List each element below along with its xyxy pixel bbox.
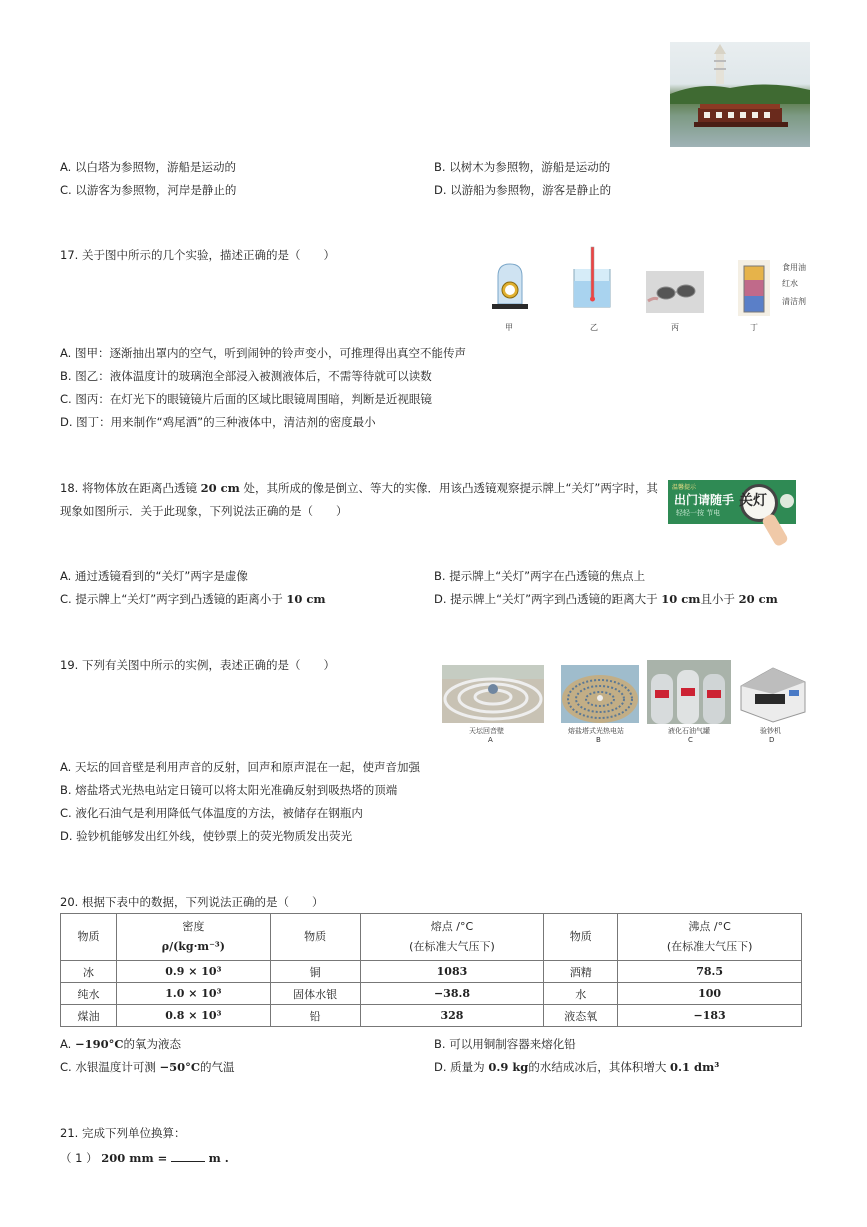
q19-stem: 19. 下列有关图中所示的实例，表述正确的是（ ）	[60, 658, 335, 672]
caption-a-letter: A	[488, 736, 493, 744]
q19-option-a: A. 天坛的回音壁是利用声音的反射，回声和原声混在一起，使声音加强	[60, 760, 420, 774]
caption-b-letter: B	[596, 736, 601, 744]
q21-stem: 21. 完成下列单位换算：	[60, 1126, 186, 1140]
q18-stem-line1: 18. 将物体放在距离凸透镜 20 cm 处，其所成的像是倒立、等大的实像．用该凸透镜观察提示牌上“关灯”两字时，其	[60, 481, 658, 495]
q19-option-b: B. 熔盐塔式光热电站定日镜可以将太阳光准确反射到吸热塔的顶端	[60, 783, 398, 797]
table-row	[61, 1005, 802, 1027]
q17-figure-bell-jar	[490, 262, 530, 312]
cell-melting: −38.8	[360, 983, 544, 1005]
caption-d-letter: D	[769, 736, 775, 744]
cell-melting: 1083	[360, 961, 544, 983]
q18-option-b: B. 提示牌上“关灯”两字在凸透镜的焦点上	[434, 569, 646, 583]
cell-boiling: 100	[618, 983, 802, 1005]
q17-option-d: D. 图丁：用来制作“鸡尾酒”的三种液体中，清洁剂的密度最小	[60, 415, 376, 429]
layer-label-red-water: 红水	[782, 279, 798, 288]
caption-jia: 甲	[505, 323, 513, 332]
sign-line1: 出门请随手	[674, 493, 735, 507]
header-substance-3: 物质	[544, 914, 618, 961]
sign-tag: 温馨提示	[672, 484, 697, 491]
cell-substance: 固体水银	[270, 983, 360, 1005]
q17-stem: 17. 关于图中所示的几个实验，描述正确的是（ ）	[60, 248, 335, 262]
cell-substance: 煤油	[61, 1005, 117, 1027]
q17-figure-thermometer	[570, 245, 614, 311]
q17-option-a: A. 图甲：逐渐抽出罩内的空气，听到闹钟的铃声变小，可推理得出真空不能传声	[60, 346, 466, 360]
cell-density: 0.8 × 10³	[116, 1005, 270, 1027]
q21-item-1: （ 1 ） 200 mm = m .	[60, 1151, 229, 1165]
caption-a-name: 天坛回音壁	[469, 727, 504, 735]
sign-line2: 轻轻一按 节电	[676, 509, 721, 517]
layer-label-detergent: 清洁剂	[782, 297, 806, 306]
answer-blank[interactable]	[171, 1151, 205, 1162]
q20-option-a: A. −190°C的氧为液态	[60, 1037, 182, 1051]
q18-stem-line2: 现象如图所示．关于此现象，下列说法正确的是（ ）	[60, 504, 348, 518]
header-substance-2: 物质	[270, 914, 360, 961]
data-table	[60, 913, 802, 1027]
sign-magnifier-photo	[668, 480, 810, 552]
caption-c-name: 液化石油气罐	[668, 727, 710, 735]
cell-boiling: −183	[618, 1005, 802, 1027]
q16-option-b: B. 以树木为参照物，游船是运动的	[434, 160, 611, 174]
cell-substance: 冰	[61, 961, 117, 983]
q17-figure-layered-liquids	[738, 260, 770, 316]
q16-option-c: C. 以游客为参照物，河岸是静止的	[60, 183, 237, 197]
cell-melting: 328	[360, 1005, 544, 1027]
layer-label-oil: 食用油	[782, 263, 806, 272]
cell-density: 1.0 × 10³	[116, 983, 270, 1005]
cell-density: 0.9 × 10³	[116, 961, 270, 983]
table-row	[61, 961, 802, 983]
money-detector-photo	[735, 660, 811, 724]
q18-option-a: A. 通过透镜看到的“关灯”两字是虚像	[60, 569, 248, 583]
q20-option-d: D. 质量为 0.9 kg的水结成冰后，其体积增大 0.1 dm³	[434, 1060, 720, 1074]
solar-tower-photo	[561, 665, 639, 723]
header-melting: 熔点 /°C (在标准大气压下)	[360, 914, 544, 961]
q17-option-c: C. 图丙：在灯光下的眼镜镜片后面的区域比眼镜周围暗，判断是近视眼镜	[60, 392, 432, 406]
caption-d-name: 验钞机	[760, 727, 781, 735]
cell-substance: 铅	[270, 1005, 360, 1027]
caption-ding: 丁	[750, 323, 758, 332]
q20-option-b: B. 可以用铜制容器来熔化铅	[434, 1037, 576, 1051]
q19-option-d: D. 验钞机能够发出红外线，使钞票上的荧光物质发出荧光	[60, 829, 353, 843]
q16-option-a: A. 以白塔为参照物，游船是运动的	[60, 160, 236, 174]
caption-yi: 乙	[590, 323, 598, 332]
echo-wall-photo	[442, 665, 544, 723]
q20-stem: 20. 根据下表中的数据，下列说法正确的是（ ）	[60, 895, 324, 909]
table-header-row	[61, 914, 802, 961]
header-boiling: 沸点 /°C (在标准大气压下)	[618, 914, 802, 961]
q17-figure-glasses	[646, 271, 704, 313]
caption-bing: 丙	[671, 323, 679, 332]
cell-boiling: 78.5	[618, 961, 802, 983]
pagoda-lake-photo	[670, 42, 810, 147]
caption-b-name: 熔盐塔式光热电站	[568, 727, 624, 735]
cell-substance: 水	[544, 983, 618, 1005]
header-density: 密度 ρ/(kg·m⁻³)	[116, 914, 270, 961]
table-row	[61, 983, 802, 1005]
sign-magnified: 关灯	[739, 493, 767, 509]
caption-c-letter: C	[688, 736, 693, 744]
q19-option-c: C. 液化石油气是利用降低气体温度的方法，被储存在钢瓶内	[60, 806, 363, 820]
cell-substance: 铜	[270, 961, 360, 983]
q20-option-c: C. 水银温度计可测 −50°C的气温	[60, 1060, 235, 1074]
cell-substance: 酒精	[544, 961, 618, 983]
q18-option-d: D. 提示牌上“关灯”两字到凸透镜的距离大于 10 cm且小于 20 cm	[434, 592, 778, 606]
header-substance-1: 物质	[61, 914, 117, 961]
q16-option-d: D. 以游船为参照物，游客是静止的	[434, 183, 612, 197]
q17-option-b: B. 图乙：液体温度计的玻璃泡全部浸入被测液体后，不需等待就可以读数	[60, 369, 432, 383]
lpg-cylinders-photo	[647, 660, 731, 724]
q18-option-c: C. 提示牌上“关灯”两字到凸透镜的距离小于 10 cm	[60, 592, 326, 606]
cell-substance: 液态氧	[544, 1005, 618, 1027]
cell-substance: 纯水	[61, 983, 117, 1005]
